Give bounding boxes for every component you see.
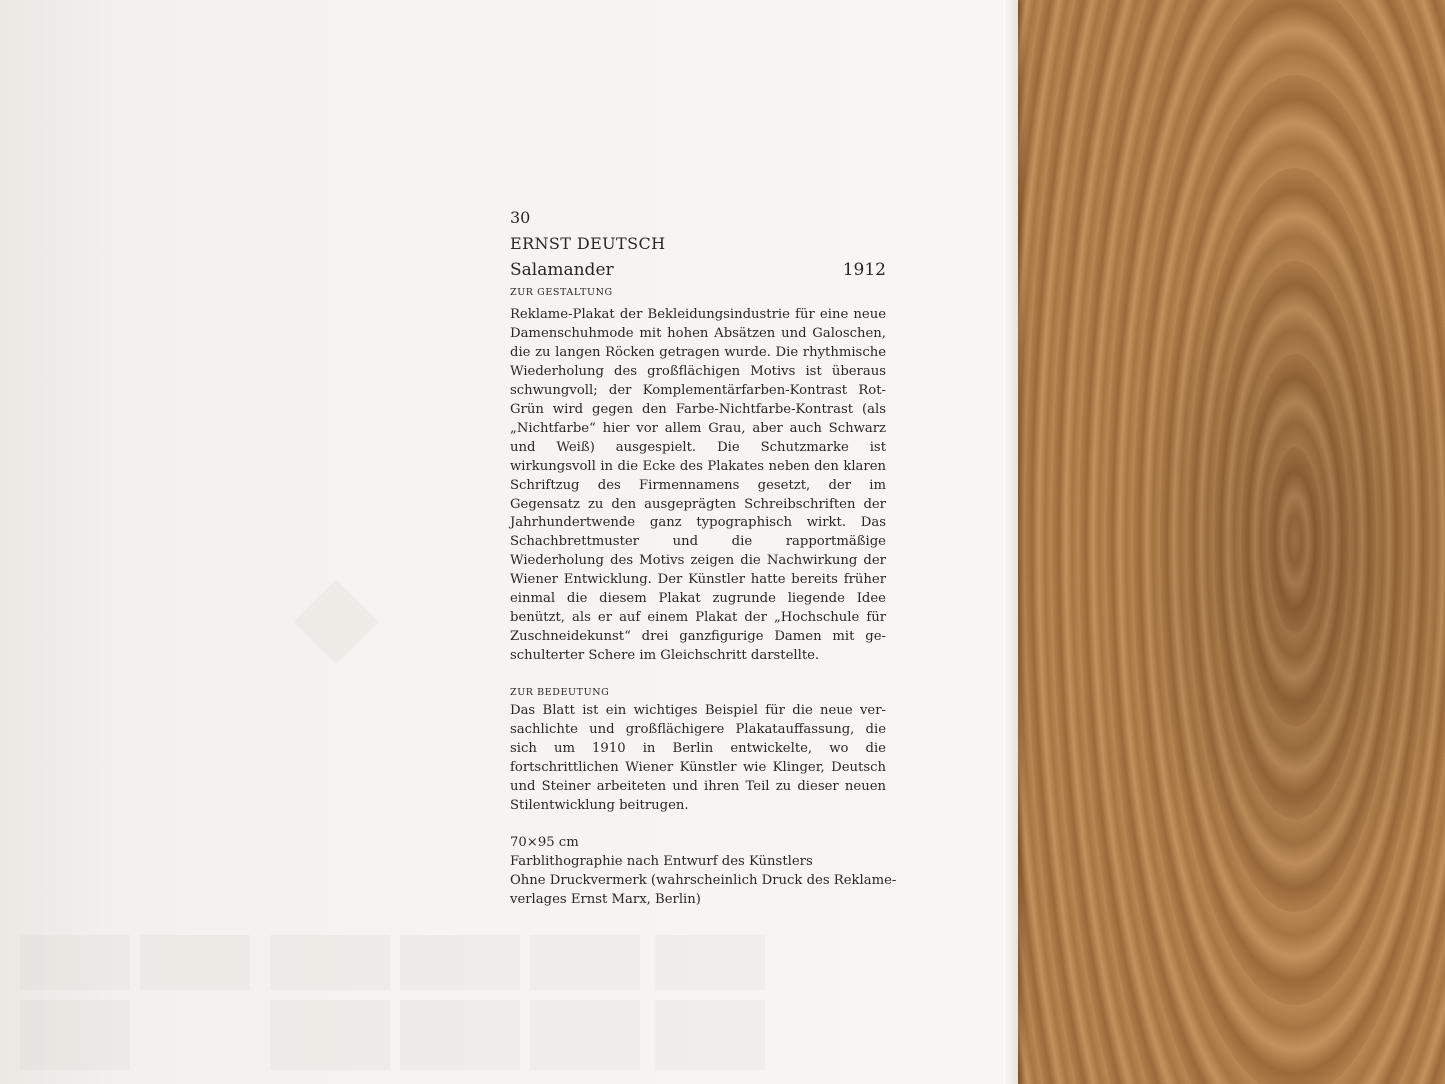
poster-show-through: [530, 1000, 640, 1070]
wooden-table-background: [995, 0, 1445, 1084]
technique: Farblithographie nach Entwurf des Künstlers: [510, 853, 813, 869]
section-text-meaning: Das Blatt ist ein wichtiges Beispiel für die neue versachlichte und großflächigere Plakatauffassung, die sich um 1910 in Berlin entwickelte, wo die fortschrittlichen Wiener Künstler wie Klinger, Deutsch und Steiner arbeiteten und ihren Teil zu dieser neuen Stilentwicklung beitrugen.: [510, 703, 886, 813]
title-row: [510, 256, 886, 284]
dimensions: 70×95 cm: [510, 834, 579, 850]
technical-details: [510, 834, 897, 910]
catalog-entry: [510, 205, 897, 910]
poster-show-through: [400, 935, 520, 990]
poster-show-through: [655, 935, 765, 990]
work-title: Salamander: [510, 260, 614, 280]
artist-name: ERNST DEUTSCH: [510, 234, 666, 253]
poster-show-through: [140, 935, 250, 990]
section-label-design: ZUR GESTALTUNG: [510, 287, 613, 298]
entry-number: 30: [510, 208, 531, 227]
poster-show-through: [270, 935, 390, 990]
poster-show-through: [20, 935, 130, 990]
section-label-meaning: ZUR BEDEUTUNG: [510, 687, 610, 699]
poster-show-through: [270, 1000, 390, 1070]
poster-show-through-diamond: [294, 580, 379, 665]
work-year: 1912: [842, 260, 886, 280]
poster-show-through: [530, 935, 640, 990]
section-text-design: Reklame-Plakat der Bekleidungsindustrie für eine neue Damenschuhmode mit hohen Absätzen und Galoschen, die zu langen Röcken getragen wurde. Die rhythmische Wiederholung des großflächigen Motivs ist überaus schwungvoll; der Komplementärfarben-Kontrast Rot-Grün wird gegen den Farbe-Nichtfarbe-Kontrast (als „Nichtfarbe“ hier vor allem Grau, aber auch Schwarz und Weiß) ausgespielt. Die Schutzmarke ist wirkungsvoll in die Ecke des Plakates neben den klaren Schriftzug des Firmennamens gesetzt, der im Gegensatz zu den ausgeprägten Schreibschriften der Jahrhundertwende ganz typographisch wirkt. Das Schachbrettmuster und die rapportmäßige Wiederholung des Motivs zeigen die Nachwirkung der Wiener Entwicklung. Der Künstler hatte bereits früher einmal die diesem Plakat zugrunde liegende Idee benützt, als er auf einem Plakat der „Hochschule für Zuschneidekunst“ drei ganzfigurige Damen mit geschulterter Schere im Gleichschritt darstellte.: [510, 307, 886, 664]
poster-show-through: [400, 1000, 520, 1070]
poster-show-through: [655, 1000, 765, 1070]
poster-show-through: [20, 1000, 130, 1070]
page-edge: [1003, 0, 1018, 1084]
printer-line-2: verlages Ernst Marx, Berlin): [510, 891, 701, 907]
printer-line-1: Ohne Druckvermerk (wahrscheinlich Druck des Reklame-: [510, 872, 897, 888]
